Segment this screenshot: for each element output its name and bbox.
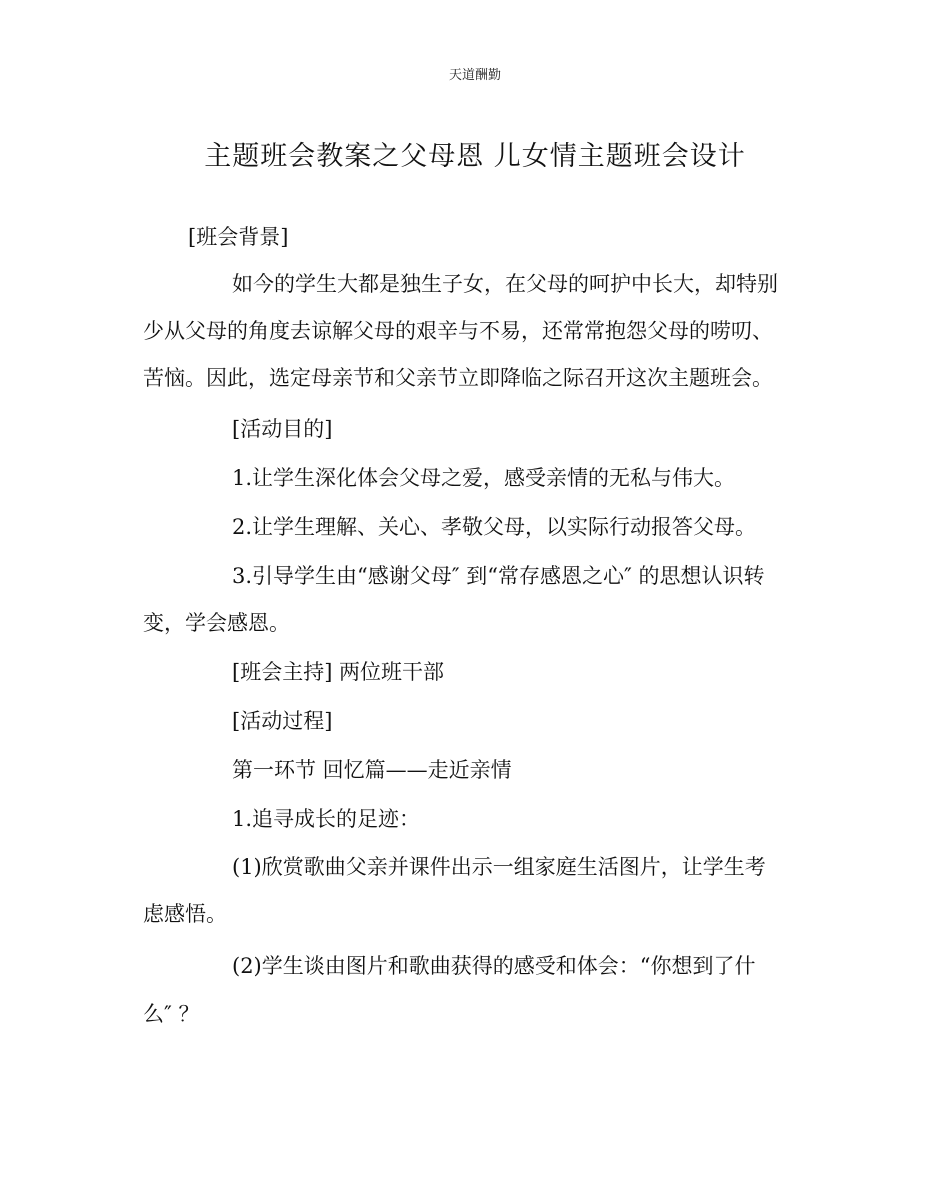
section-heading-goal: [活动目的]	[232, 417, 333, 441]
goal-item: 2.让学生理解、关心、孝敬父母，以实际行动报答父母。	[232, 515, 757, 539]
part-title: 第一环节 回忆篇——走近亲情	[232, 758, 512, 782]
section-heading-process: [活动过程]	[232, 709, 333, 733]
goal-item-continued: 变，学会感恩。	[143, 611, 290, 635]
sub-item-continued: 虑感悟。	[143, 902, 227, 926]
document-title: 主题班会教案之父母恩 儿女情主题班会设计	[204, 141, 746, 172]
goal-item: 1.让学生深化体会父母之爱，感受亲情的无私与伟大。	[232, 466, 736, 490]
list-item: 1.追寻成长的足迹：	[232, 807, 421, 831]
sub-item-continued: 么″ ？	[143, 1002, 200, 1026]
paragraph-line: 苦恼。因此，选定母亲节和父亲节立即降临之际召开这次主题班会。	[143, 366, 773, 390]
page-header: 天道酬勤	[448, 68, 501, 83]
paragraph-line: 少从父母的角度去谅解父母的艰辛与不易，还常常抱怨父母的唠叨、	[143, 319, 773, 343]
goal-item: 3.引导学生由“感谢父母″ 到“常存感恩之心″ 的思想认识转	[232, 564, 765, 588]
paragraph-line: 如今的学生大都是独生子女，在父母的呵护中长大，却特别	[232, 272, 778, 296]
host-line: [班会主持] 两位班干部	[232, 660, 445, 684]
section-heading-background: [班会背景]	[188, 225, 289, 249]
sub-item: (2)学生谈由图片和歌曲获得的感受和体会：“你想到了什	[232, 954, 756, 978]
sub-item: (1)欣赏歌曲父亲并课件出示一组家庭生活图片，让学生考	[232, 855, 766, 879]
